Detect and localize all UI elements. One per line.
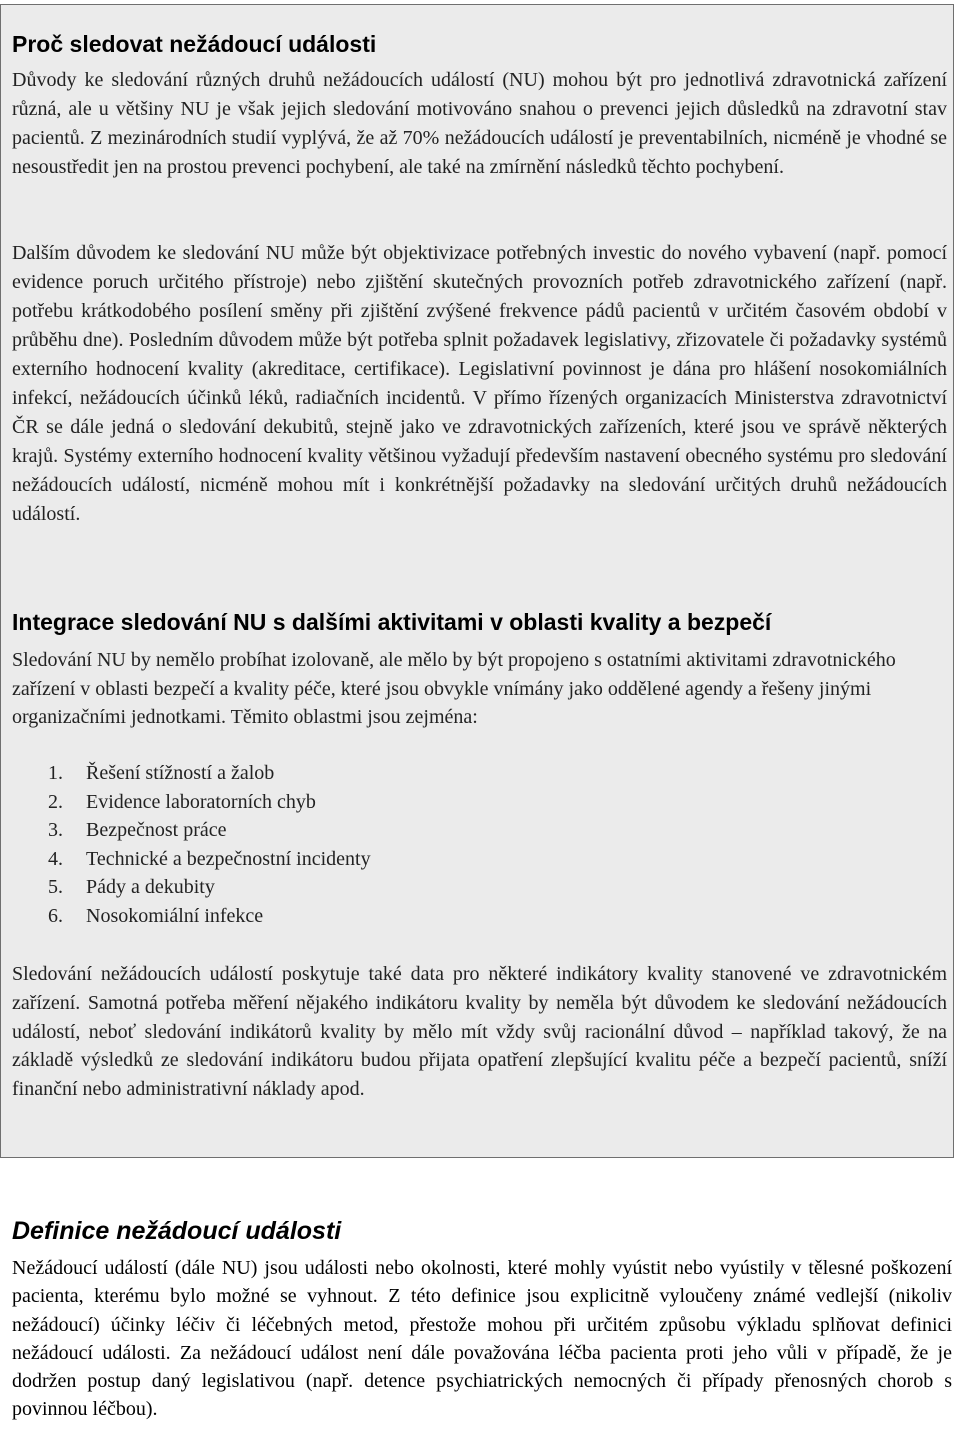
paragraph-further-reasons: Dalším důvodem ke sledování NU může být objektivizace potřebných investic do nového vybavení (např. pomocí evidence poruch určitého přístroje) nebo zjištění skutečných provozních potřeb zdravotnického zařízení (např. potřebu krátkodobého posílení směny při zjištění zvýšené frekvence pádů pacientů v určitém časovém období v průběhu dne). Posledním důvodem může být potřeba splnit požadavek legislativy, zřizovatele či požadavky systémů externího hodnocení kvality (akreditace, certifikace). Legislativní povinnost je dána pro hlášení nosokomiálních infekcí, nežádoucích účinků léků, radiačních incidentů. V přímo řízených organizacích Ministerstva zdravotnictví ČR se dále jedná o sledování dekubitů, stejně jako ve zdravotnických zařízeních, které jsou ve správě některých krajů. Systémy externího hodnocení kvality většinou vyžadují především nastavení obecného systému pro sledování nežádoucích událostí, nicméně mohou mít i konkrétnější požadavky na sledování určitých druhů nežádoucích událostí.: [12, 242, 947, 525]
list-item: 3. Bezpečnost práce: [48, 819, 227, 842]
list-item: 4. Technické a bezpečnostní incidenty: [48, 847, 371, 870]
section-heading-integration: Integrace sledování NU s dalšími aktivitami v oblasti kvality a bezpečí: [12, 609, 772, 635]
list-item: 1. Řešení stížností a žalob: [48, 762, 275, 784]
section-heading-definition: Definice nežádoucí události: [12, 1217, 342, 1245]
areas-list: [48, 759, 371, 931]
paragraph-indicators: Sledování nežádoucích událostí poskytuje také data pro některé indikátory kvality stanovené ve zdravotnickém zařízení. Samotná potřeba měření nějakého indikátoru kvality by neměla být důvodem ke sledování nežádoucích událostí, neboť sledování indikátorů kvality by mělo mít vždy svůj racionální důvod – například takový, že na základě výsledků ze sledování indikátoru budou přijata opatření zlepšující kvalitu péče a bezpečí pacientů, sníží finanční nebo administrativní náklady apod.: [12, 963, 947, 1101]
section-heading-why-track: Proč sledovat nežádoucí události: [12, 31, 377, 57]
list-item: 2. Evidence laboratorních chyb: [48, 790, 316, 813]
paragraph-reasons: Důvody ke sledování různých druhů nežádoucích událostí (NU) mohou být pro jednotlivá zdravotnická zařízení různá, ale u většiny NU je však jejich sledování motivováno snahou o prevenci jejich důsledků na zdravotní stav pacientů. Z mezinárodních studií vyplývá, že až 70% nežádoucích událostí je preventabilních, nicméně je vhodné se nesoustředit jen na prostou prevenci pochybení, ale také na zmírnění následků těchto pochybení.: [12, 69, 947, 178]
list-item: 6. Nosokomiální infekce: [48, 904, 264, 927]
paragraph-definition: Nežádoucí událostí (dále NU) jsou události nebo okolnosti, které mohly vyústit nebo vyústily v tělesné poškození pacienta, kterému bylo možné se vyhnout. Z této definice jsou explicitně vyloučeny známé vedlejší (nikoliv nežádoucí) účinky léčiv či léčebných metod, přestože mohou při určitém způsobu výkladu splňovat definici nežádoucí události. Za nežádoucí událost není dále považována léčba pacienta proti jeho vůli v případě, že je dodržen postup daný legislativou (např. detence psychiatrických nemocných či případy přenosných chorob s povinnou léčbou).: [12, 1257, 952, 1421]
paragraph-integration: Sledování NU by nemělo probíhat izolovaně, ale mělo by být propojeno s ostatními aktivitami zdravotnického zařízení v oblasti bezpečí a kvality péče, které jsou obvykle vnímány jako oddělené agendy a řešeny jinými organizačními jednotkami. Těmito oblastmi jsou zejména:: [12, 649, 896, 728]
list-item: 5. Pády a dekubity: [48, 876, 215, 899]
